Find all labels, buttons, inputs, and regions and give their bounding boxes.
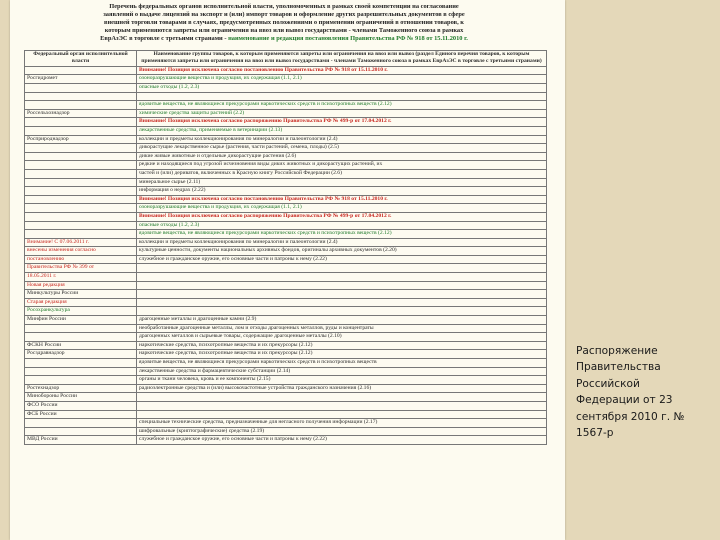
goods-cell: минеральное сырье (2.11) [137,178,547,187]
table-row [25,109,547,118]
caption-line: Российской [576,377,640,390]
goods-cell: служебное и гражданское оружие, его основные части и патроны к нему (2.22) [137,255,547,264]
agency-cell [25,92,137,101]
agency-cell: ФСКН России [25,341,137,350]
table-row [25,273,547,282]
caption-text [576,343,712,441]
goods-cell: информация о недрах (2.22) [137,187,547,196]
goods-cell: культурные ценности, документы национальных архивных фондов, оригиналы архивных документов (2.20) [137,247,547,256]
goods-cell: необработанные драгоценные металлы, лом и отходы драгоценных металлов, руды и концентраты [137,324,547,333]
title-line: Перечень федеральных органов исполнительной власти, уполномоченных в рамках своей компетенции на согласование [109,3,459,10]
table-row [25,290,547,299]
agency-cell: Минкультуры России [25,290,137,299]
goods-cell: дикорастущие лекарственное сырье (растения, части растений, семена, плоды) (2.5) [137,144,547,153]
table-row [25,66,547,75]
agency-cell [25,376,137,385]
agency-cell: Ростехнадзор [25,384,137,393]
agency-cell [25,101,137,110]
agency-cell: МВД России [25,436,137,445]
table-row [25,401,547,410]
goods-cell: лекарственные средства, применяемые в ветеринарии (2.13) [137,126,547,135]
goods-cell: Внимание! Позиция исключена согласно постановлению Правительства РФ № 918 от 15.11.2010 г. [137,195,547,204]
title-line: которым применяются запреты или ограничения на ввоз или вывоз государствами - членами Таможенного союза в рамках [104,27,464,34]
goods-cell: служебное и гражданское оружие, его основные части и патроны к нему (2.22) [137,436,547,445]
title-line: внешней торговли товарами в случаях, предусмотренных положениями о применении ограничений в отношении товаров, к [104,19,464,26]
table-row [25,75,547,84]
title-text: ЕврАзЭС в торговле с третьими странами - [100,35,229,42]
table-row [25,307,547,316]
table-row [25,436,547,445]
table-row [25,393,547,402]
agency-cell [25,152,137,161]
agency-cell [25,126,137,135]
goods-cell: опасные отходы (1.2, 2.3) [137,221,547,230]
agency-cell [25,144,137,153]
agency-cell [25,212,137,221]
table-row [25,144,547,153]
goods-cell: редкие и находящиеся под угрозой исчезновения виды диких животных и дикорастущих растений, их [137,161,547,170]
table-row [25,152,547,161]
table-row [25,247,547,256]
table-row [25,333,547,342]
table-row [25,350,547,359]
goods-cell: озоноразрушающие вещества и продукция, их содержащая (1.1, 2.1) [137,75,547,84]
table-row [25,427,547,436]
table-row [25,238,547,247]
table-header-row [25,51,547,67]
title-line: заявлений о выдаче лицензий на экспорт и (или) импорт товаров и оформление других разрешительных документов в сфере [103,11,465,18]
table-row [25,187,547,196]
table-row [25,255,547,264]
agency-cell [25,187,137,196]
agency-cell: 18.05.2011 г. [25,273,137,282]
agency-cell: Минфин России [25,316,137,325]
table-row [25,118,547,127]
table-row [25,204,547,213]
table-row [25,376,547,385]
goods-cell: наркотические средства, психотропные вещества и их прекурсоры (2.12) [137,350,547,359]
goods-cell: ядовитые вещества, не являющиеся прекурсорами наркотических средств и психотропных веществ (2.12) [137,101,547,110]
table-row [25,92,547,101]
goods-cell: Внимание! Позиция исключена согласно распоряжению Правительства РФ № 499-р от 17.04.2012 г. [137,212,547,221]
goods-cell: частей и (или) дериватов, включенных в Красную книгу Российской Федерации (2.6) [137,169,547,178]
agency-cell: Россельхознадзор [25,109,137,118]
document-page [10,0,565,540]
agency-cell [25,419,137,428]
goods-cell [137,92,547,101]
goods-cell: драгоценные металлы и драгоценные камни (2.9) [137,316,547,325]
goods-cell [137,264,547,273]
table-row [25,359,547,368]
caption-line: сентября 2010 г. № [576,410,685,423]
table-body [25,66,547,444]
agency-cell: Внимание! С 07.06.2011 г. [25,238,137,247]
agency-cell: Росприроднадзор [25,135,137,144]
table-row [25,324,547,333]
table-row [25,212,547,221]
agency-cell [25,161,137,170]
agency-cell [25,359,137,368]
agency-cell [25,204,137,213]
agency-cell [25,84,137,93]
agency-table [24,50,547,445]
table-row [25,341,547,350]
table-row [25,419,547,428]
agency-cell: ФСО России [25,401,137,410]
goods-cell: Внимание! Позиция исключена согласно распоряжению Правительства РФ № 499-р от 17.04.2012 г. [137,118,547,127]
agency-cell [25,118,137,127]
agency-cell [25,169,137,178]
agency-cell: Правительства РФ № 399 от [25,264,137,273]
table-row [25,264,547,273]
goods-cell: ядовитые вещества, не являющиеся прекурсорами наркотических средств и психотропных веществ (2.12) [137,230,547,239]
agency-cell [25,367,137,376]
goods-cell: коллекции и предметы коллекционирования по минералогии и палеонтологии (2.4) [137,238,547,247]
caption-line: 1567-р [576,427,614,440]
goods-cell [137,410,547,419]
agency-cell: Росохранкультура [25,307,137,316]
agency-cell: Старая редакция [25,298,137,307]
goods-cell: химические средства защиты растений (2.2) [137,109,547,118]
agency-cell [25,230,137,239]
goods-cell: Внимание! Позиция исключена согласно постановлению Правительства РФ № 918 от 15.11.2010 г. [137,66,547,75]
goods-cell: лекарственные средства и фармацевтические субстанции (2.14) [137,367,547,376]
goods-cell: органы и ткани человека, кровь и ее компоненты (2.15) [137,376,547,385]
table-row [25,126,547,135]
goods-cell: дикие живые животные и отдельные дикорастущие растения (2.6) [137,152,547,161]
goods-cell: наркотические средства, психотропные вещества и их прекурсоры (2.12) [137,341,547,350]
table-row [25,367,547,376]
agency-cell: ФСБ России [25,410,137,419]
table-row [25,195,547,204]
agency-cell: Минобороны России [25,393,137,402]
goods-cell [137,401,547,410]
header-agency: Федеральный орган исполнительной власти [25,51,137,67]
table-row [25,169,547,178]
title-annotation: наименование и редакция постановления Правительства РФ № 918 от 15.11.2010 г. [228,35,468,42]
goods-cell [137,298,547,307]
table-row [25,298,547,307]
agency-cell [25,427,137,436]
goods-cell [137,307,547,316]
goods-cell: радиоэлектронные средства и (или) высокочастотные устройства гражданского назначения (2.16) [137,384,547,393]
table-row [25,230,547,239]
agency-cell: Росздравнадзор [25,350,137,359]
goods-cell: опасные отходы (1.2, 2.3) [137,84,547,93]
goods-cell: драгоценных металлов и сырьевые товары, содержащие драгоценные металлы (2.10) [137,333,547,342]
table-row [25,135,547,144]
caption-line: Правительства [576,361,661,374]
caption-line: Распоряжение [576,345,658,357]
agency-cell [25,324,137,333]
table-row [25,281,547,290]
title-line [26,35,542,43]
agency-cell [25,66,137,75]
table-row [25,178,547,187]
table-row [25,161,547,170]
agency-cell [25,178,137,187]
goods-cell: коллекции и предметы коллекционирования по минералогии и палеонтологии (2.4) [137,135,547,144]
table-row [25,410,547,419]
agency-cell [25,195,137,204]
table-row [25,316,547,325]
goods-cell: специальные технические средства, предназначенные для негласного получения информации (2.17) [137,419,547,428]
caption-line: Федерации от 23 [576,394,673,407]
agency-cell [25,333,137,342]
agency-cell: внесены изменения согласно [25,247,137,256]
agency-cell [25,221,137,230]
table-row [25,384,547,393]
goods-cell: озоноразрушающие вещества и продукция, их содержащая (1.1, 2.1) [137,204,547,213]
header-goods-group: Наименование группы товаров, к которым применяются запреты или ограничения на ввоз или вывоз (раздел Единого перечня товаров, к которым применяются запреты или ограничения на ввоз или вывоз государствами - членами Таможенного союза в рамках ЕврАзЭС в торговле с третьими странами) [137,51,547,67]
agency-cell: Росгидромет [25,75,137,84]
goods-cell: шифровальные (криптографические) средства (2.19) [137,427,547,436]
document-title [26,3,542,43]
goods-cell [137,290,547,299]
table-row [25,221,547,230]
agency-cell: Новая редакция [25,281,137,290]
goods-cell: ядовитые вещества, не являющиеся прекурсорами наркотических средств и психотропных веществ [137,359,547,368]
goods-cell [137,281,547,290]
agency-cell: постановлению [25,255,137,264]
table-row [25,101,547,110]
table-row [25,84,547,93]
goods-cell [137,273,547,282]
goods-cell [137,393,547,402]
